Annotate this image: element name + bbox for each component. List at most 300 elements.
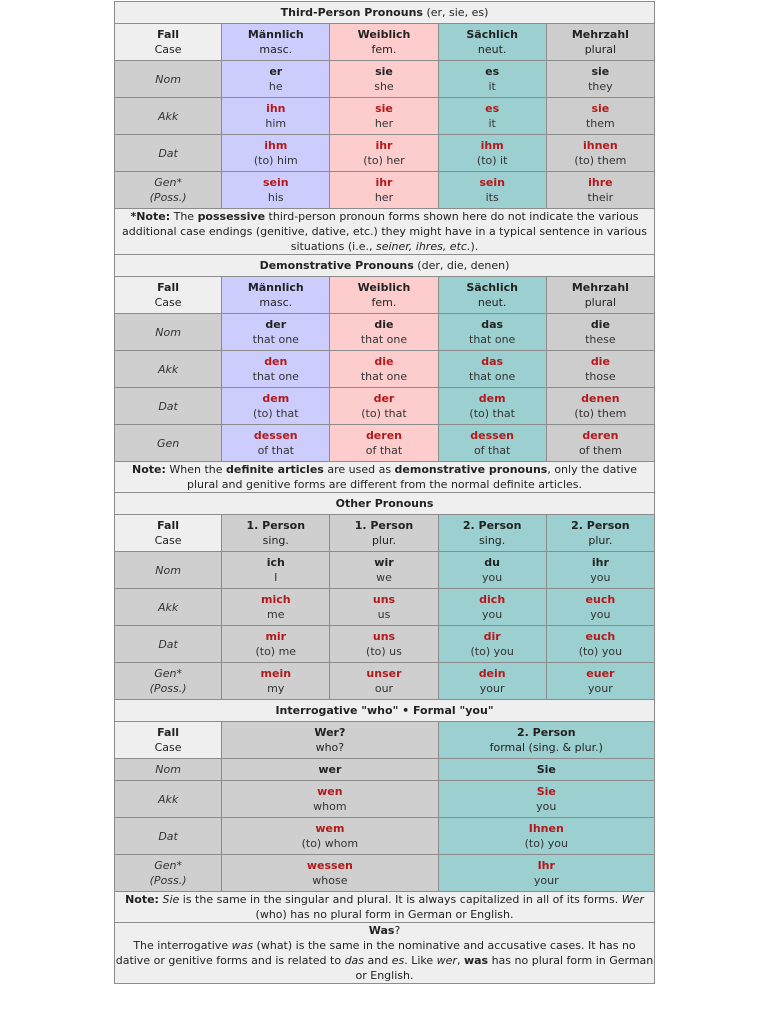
pronoun-cell (222, 172, 330, 209)
pronoun-gloss: we (376, 571, 392, 584)
pronoun-cell (438, 425, 546, 462)
pronoun-gloss: whom (313, 800, 347, 813)
pronoun-cell (546, 425, 654, 462)
pronoun-cell (222, 61, 330, 98)
pronoun-gloss: (to) you (470, 645, 514, 658)
demo-title-cell (115, 255, 655, 277)
inter-rows (115, 759, 655, 892)
pronoun-cell (438, 663, 546, 700)
pronoun-cell (330, 351, 438, 388)
pronoun-gloss: it (488, 117, 496, 130)
pronoun-gloss: of that (473, 444, 511, 457)
col-header-2-sing (438, 515, 546, 552)
inter-note-row (115, 892, 655, 923)
pronoun-table (114, 1, 655, 984)
case-cell (115, 135, 222, 172)
pronoun-form: unser (366, 667, 402, 680)
pronoun-form: wir (374, 556, 394, 569)
pronoun-form: die (590, 318, 610, 331)
pronoun-form: die (374, 318, 394, 331)
table-row (115, 388, 655, 425)
pronoun-cell (546, 314, 654, 351)
col-header-masc (222, 277, 330, 314)
other-rows (115, 552, 655, 700)
table-row (115, 855, 655, 892)
col-sub: plural (584, 296, 617, 309)
pronoun-gloss: whose (312, 874, 348, 887)
was-text: and (364, 954, 392, 967)
pronoun-form: es (485, 65, 500, 78)
case-name: Akk (157, 362, 179, 376)
pronoun-cell (222, 818, 438, 855)
pronoun-form: ihr (591, 556, 609, 569)
pronoun-form: wessen (306, 859, 353, 872)
fall-label: Fall (157, 281, 180, 294)
pronoun-gloss: your (479, 682, 505, 695)
pronoun-form: der (265, 318, 287, 331)
pronoun-gloss: me (267, 608, 285, 621)
case-note: (Poss.) (149, 191, 187, 204)
pronoun-cell (438, 818, 654, 855)
col-name: Wer? (314, 726, 346, 739)
pronoun-cell (330, 172, 438, 209)
col-header-wer (222, 722, 438, 759)
pronoun-form: der (373, 392, 395, 405)
pronoun-cell (222, 98, 330, 135)
pronoun-gloss: (to) that (469, 407, 515, 420)
col-sub: masc. (259, 296, 293, 309)
pronoun-form: sie (591, 65, 610, 78)
pronoun-gloss: you (590, 608, 611, 621)
third-header-row (115, 24, 655, 61)
pronoun-cell (222, 425, 330, 462)
case-cell (115, 781, 222, 818)
was-italic: was (231, 939, 254, 952)
table-row (115, 589, 655, 626)
pronoun-cell (438, 172, 546, 209)
case-cell (115, 818, 222, 855)
was-italic: es (391, 954, 405, 967)
pronoun-cell (546, 98, 654, 135)
case-cell (115, 172, 222, 209)
section-title-other (115, 493, 655, 515)
pronoun-form: mein (260, 667, 292, 680)
col-header-formal (438, 722, 654, 759)
pronoun-gloss: its (485, 191, 499, 204)
col-header-1-sing (222, 515, 330, 552)
note-text: When the (165, 463, 227, 476)
pronoun-form: dessen (253, 429, 298, 442)
table-row (115, 781, 655, 818)
pronoun-cell (546, 61, 654, 98)
pronoun-form: dessen (470, 429, 515, 442)
pronoun-form: ihm (480, 139, 504, 152)
pronoun-form: dem (478, 392, 506, 405)
pronoun-form: dir (483, 630, 501, 643)
pronoun-form: sein (479, 176, 505, 189)
case-label: Case (154, 534, 182, 547)
pronoun-cell (438, 135, 546, 172)
pronoun-cell (546, 135, 654, 172)
pronoun-cell (546, 552, 654, 589)
pronoun-gloss: you (536, 800, 557, 813)
table-row (115, 135, 655, 172)
case-cell (115, 626, 222, 663)
fall-label: Fall (157, 28, 180, 41)
pronoun-gloss: it (488, 80, 496, 93)
third-rows (115, 61, 655, 209)
pronoun-gloss: you (590, 571, 611, 584)
col-header-plural (546, 277, 654, 314)
pronoun-form: mir (265, 630, 287, 643)
col-header-1-plur (330, 515, 438, 552)
fall-header (115, 24, 222, 61)
pronoun-gloss: our (374, 682, 394, 695)
pronoun-cell (330, 135, 438, 172)
case-label: Case (154, 296, 182, 309)
pronoun-cell (222, 552, 330, 589)
pronoun-form: Sie (536, 763, 556, 776)
pronoun-gloss: (to) them (574, 154, 627, 167)
pronoun-gloss: (to) him (253, 154, 298, 167)
pronoun-cell (222, 135, 330, 172)
case-cell (115, 589, 222, 626)
case-name: Gen (156, 436, 180, 450)
pronoun-form: das (481, 318, 504, 331)
case-name: Nom (155, 72, 181, 86)
was-text: , (456, 954, 464, 967)
third-title-rest: (er, sie, es) (422, 6, 489, 19)
fall-header (115, 277, 222, 314)
fall-header (115, 722, 222, 759)
table-row (115, 351, 655, 388)
col-sub: sing. (262, 534, 289, 547)
section-title-interrogative (115, 700, 655, 722)
pronoun-cell (330, 61, 438, 98)
col-sub: plural (584, 43, 617, 56)
pronoun-cell (222, 351, 330, 388)
pronoun-form: ihnen (583, 139, 618, 152)
col-header-neut (438, 24, 546, 61)
col-header-fem (330, 24, 438, 61)
col-sub: fem. (371, 43, 397, 56)
case-label: Case (154, 43, 182, 56)
note-label: Note: (131, 463, 166, 476)
pronoun-cell (222, 626, 330, 663)
other-title: Other Pronouns (335, 497, 434, 510)
col-header-masc (222, 24, 330, 61)
pronoun-cell (438, 61, 546, 98)
col-sub: formal (sing. & plur.) (489, 741, 603, 754)
was-italic: das (344, 954, 365, 967)
pronoun-gloss: she (374, 80, 394, 93)
note-text: , only the dative plural and genitive forms are different from the normal definite articles. (186, 463, 638, 491)
col-name: Männlich (247, 281, 304, 294)
pronoun-form: wer (318, 763, 342, 776)
col-header-neut (438, 277, 546, 314)
pronoun-form: dich (479, 593, 506, 606)
inter-header-row (115, 722, 655, 759)
case-name: Akk (157, 792, 179, 806)
pronoun-gloss: that one (360, 333, 408, 346)
table-row (115, 314, 655, 351)
table-row (115, 425, 655, 462)
pronoun-cell (330, 98, 438, 135)
pronoun-gloss: of that (257, 444, 294, 457)
note-text: third-person pronoun forms shown here do not indicate the various additional case endings (genitive, dative, etc.) they might have in a typical sentence in various situations (i.e., (121, 210, 648, 253)
third-title-cell (115, 2, 655, 24)
inter-note (115, 892, 655, 923)
pronoun-gloss: (to) her (363, 154, 405, 167)
pronoun-form: denen (581, 392, 620, 405)
pronoun-form: die (374, 355, 394, 368)
pronoun-cell (222, 855, 438, 892)
pronoun-cell (330, 589, 438, 626)
col-name: Mehrzahl (571, 28, 629, 41)
case-name: Nom (155, 325, 181, 339)
pronoun-gloss: of them (578, 444, 622, 457)
was-bold: was (463, 954, 489, 967)
case-cell (115, 425, 222, 462)
pronoun-gloss: us (377, 608, 391, 621)
was-text: (what) is the same in the nominative and accusative cases. It has no dative or genitive forms and is related to (115, 939, 636, 967)
pronoun-gloss: that one (469, 370, 516, 383)
table-row (115, 663, 655, 700)
case-cell (115, 759, 222, 781)
case-name: Gen* (154, 859, 182, 872)
pronoun-form: Ihnen (528, 822, 564, 835)
pronoun-gloss: them (585, 117, 615, 130)
col-name: Mehrzahl (571, 281, 629, 294)
col-name: Sächlich (466, 28, 518, 41)
case-note: (Poss.) (149, 682, 187, 695)
col-name: 2. Person (517, 726, 576, 739)
pronoun-gloss: (to) them (574, 407, 627, 420)
col-name: 1. Person (354, 519, 414, 532)
pronoun-cell (330, 388, 438, 425)
case-name: Dat (158, 829, 178, 843)
pronoun-form: das (481, 355, 504, 368)
note-bold: possessive (197, 210, 266, 223)
col-header-plural (546, 24, 654, 61)
pronoun-gloss: (to) you (578, 645, 623, 658)
pronoun-gloss: they (588, 80, 613, 93)
pronoun-cell (438, 552, 546, 589)
pronoun-gloss: (to) us (366, 645, 402, 658)
table-row (115, 552, 655, 589)
col-header-fem (330, 277, 438, 314)
pronoun-cell (222, 759, 438, 781)
pronoun-form: wen (317, 785, 343, 798)
col-name: 1. Person (246, 519, 306, 532)
demo-rows (115, 314, 655, 462)
pronoun-gloss: (to) it (476, 154, 508, 167)
was-heading-q: ? (394, 924, 401, 937)
pronoun-gloss: my (267, 682, 285, 695)
pronoun-form: ich (266, 556, 285, 569)
pronoun-gloss: you (482, 608, 503, 621)
other-title-cell (115, 493, 655, 515)
pronoun-form: wem (315, 822, 345, 835)
case-name: Nom (155, 563, 181, 577)
pronoun-cell (438, 855, 654, 892)
pronoun-tables (114, 1, 655, 984)
pronoun-gloss: (to) that (361, 407, 407, 420)
pronoun-cell (438, 626, 546, 663)
pronoun-gloss: (to) me (255, 645, 297, 658)
pronoun-form: uns (372, 593, 396, 606)
case-name: Dat (158, 146, 178, 160)
pronoun-gloss: he (268, 80, 283, 93)
pronoun-cell (330, 552, 438, 589)
pronoun-cell (546, 388, 654, 425)
col-sub: plur. (588, 534, 613, 547)
pronoun-form: ihr (375, 139, 393, 152)
note-italic: Wer (621, 893, 644, 906)
col-name: 2. Person (462, 519, 522, 532)
col-sub: who? (315, 741, 345, 754)
note-text: (who) has no plural form in German or English. (255, 908, 514, 921)
pronoun-gloss: that one (360, 370, 408, 383)
pronoun-gloss: your (533, 874, 559, 887)
pronoun-gloss: that one (469, 333, 516, 346)
col-name: Weiblich (357, 28, 411, 41)
pronoun-form: du (484, 556, 501, 569)
pronoun-gloss: his (267, 191, 284, 204)
pronoun-gloss: of that (365, 444, 403, 457)
note-bold: demonstrative pronouns (394, 463, 548, 476)
pronoun-form: euch (585, 593, 616, 606)
pronoun-form: dein (478, 667, 506, 680)
pronoun-gloss: her (374, 191, 394, 204)
pronoun-form: sie (375, 102, 393, 115)
pronoun-gloss: him (265, 117, 287, 130)
pronoun-gloss: I (274, 571, 278, 584)
table-row (115, 61, 655, 98)
col-sub: neut. (477, 43, 507, 56)
pronoun-gloss: your (588, 682, 613, 695)
col-name: Männlich (247, 28, 304, 41)
was-heading: Was (368, 924, 395, 937)
table-row (115, 172, 655, 209)
fall-label: Fall (157, 726, 180, 739)
inter-title: Interrogative "who" • Formal "you" (275, 704, 494, 717)
was-note-row (115, 923, 655, 984)
pronoun-form: sie (375, 65, 393, 78)
pronoun-cell (222, 663, 330, 700)
fall-label: Fall (157, 519, 180, 532)
third-title-bold: Third-Person Pronouns (280, 6, 423, 19)
pronoun-form: deren (365, 429, 402, 442)
pronoun-cell (222, 314, 330, 351)
case-name: Dat (158, 399, 178, 413)
pronoun-gloss: (to) you (524, 837, 568, 850)
pronoun-form: Ihr (537, 859, 555, 872)
col-name: Sächlich (466, 281, 518, 294)
pronoun-form: er (269, 65, 283, 78)
pronoun-cell (330, 626, 438, 663)
section-title-third-person (115, 2, 655, 24)
note-bold: definite articles (226, 463, 324, 476)
demo-note-row (115, 462, 655, 493)
case-name: Gen* (154, 176, 182, 189)
demo-title-rest: (der, die, denen) (413, 259, 510, 272)
pronoun-form: Sie (536, 785, 556, 798)
pronoun-gloss: that one (252, 333, 299, 346)
table-row (115, 98, 655, 135)
pronoun-form: sein (262, 176, 289, 189)
pronoun-gloss: (to) that (253, 407, 299, 420)
case-name: Dat (158, 637, 178, 651)
pronoun-form: es (485, 102, 500, 115)
pronoun-form: den (264, 355, 288, 368)
pronoun-form: euer (586, 667, 615, 680)
note-italic: seiner, ihres, etc. (375, 240, 471, 253)
demo-note (115, 462, 655, 493)
case-cell (115, 98, 222, 135)
note-text: The (170, 210, 198, 223)
col-header-2-plur (546, 515, 654, 552)
note-label: *Note: (130, 210, 171, 223)
inter-title-cell (115, 700, 655, 722)
table-row (115, 759, 655, 781)
pronoun-cell (330, 663, 438, 700)
pronoun-cell (222, 781, 438, 818)
pronoun-form: uns (372, 630, 396, 643)
case-name: Akk (157, 600, 179, 614)
pronoun-cell (330, 425, 438, 462)
pronoun-form: ihr (375, 176, 393, 189)
case-cell (115, 314, 222, 351)
third-note (115, 209, 655, 255)
note-text: ). (470, 240, 479, 253)
col-name: 2. Person (571, 519, 630, 532)
demo-header-row (115, 277, 655, 314)
pronoun-gloss: you (482, 571, 503, 584)
case-cell (115, 61, 222, 98)
pronoun-gloss: her (374, 117, 394, 130)
pronoun-cell (546, 626, 654, 663)
col-name: Weiblich (357, 281, 411, 294)
was-text: has no plural form in German or English. (355, 954, 654, 982)
note-text: are used as (323, 463, 395, 476)
case-cell (115, 663, 222, 700)
case-name: Akk (157, 109, 179, 123)
case-cell (115, 855, 222, 892)
pronoun-form: mich (260, 593, 291, 606)
pronoun-cell (438, 589, 546, 626)
section-title-demonstrative (115, 255, 655, 277)
pronoun-cell (438, 781, 654, 818)
case-name: Gen* (154, 667, 182, 680)
case-cell (115, 388, 222, 425)
col-sub: neut. (477, 296, 507, 309)
note-text: is the same in the singular and plural. It is always capitalized in all of its forms. (179, 893, 622, 906)
pronoun-gloss: that one (252, 370, 299, 383)
pronoun-cell (222, 388, 330, 425)
pronoun-cell (546, 172, 654, 209)
col-sub: plur. (371, 534, 396, 547)
table-row (115, 818, 655, 855)
col-sub: fem. (371, 296, 397, 309)
pronoun-gloss: (to) whom (301, 837, 359, 850)
pronoun-cell (438, 98, 546, 135)
pronoun-form: ihm (264, 139, 288, 152)
pronoun-form: ihn (266, 102, 286, 115)
pronoun-gloss: those (585, 370, 616, 383)
note-italic: Sie (162, 893, 180, 906)
third-note-row (115, 209, 655, 255)
